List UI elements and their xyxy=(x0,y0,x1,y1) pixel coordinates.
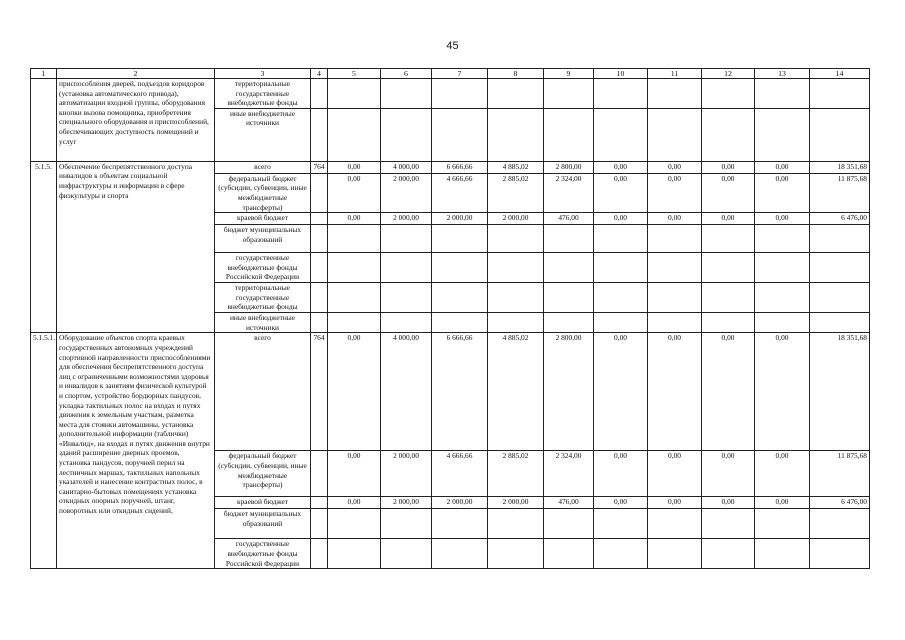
year-value xyxy=(432,283,488,313)
year-value xyxy=(544,539,594,569)
year-value: 0,00 xyxy=(755,161,810,173)
year-value: 0,00 xyxy=(702,497,755,509)
total-value: 18 351,68 xyxy=(810,333,870,451)
funding-source: всего xyxy=(215,161,311,173)
year-value xyxy=(648,108,702,161)
year-value: 2 000,00 xyxy=(432,497,488,509)
year-value xyxy=(544,79,594,109)
admin-code: 764 xyxy=(311,333,328,451)
year-value xyxy=(381,539,432,569)
year-value xyxy=(432,313,488,333)
year-value xyxy=(648,509,702,539)
year-value: 2 000,00 xyxy=(381,497,432,509)
item-description: приспособления дверей, подъездов коридоров (установка автоматического привода), автоматизации входной группы, оборудования кнопки вызова помощника, приобретения специального оборудования и приспособлений, обеспечивающих доступность помещений и услуг xyxy=(57,79,215,162)
year-value: 0,00 xyxy=(648,333,702,451)
admin-code xyxy=(311,313,328,333)
year-value xyxy=(702,108,755,161)
financing-table xyxy=(30,68,870,569)
column-number-1: 1 xyxy=(31,69,57,79)
year-value: 2 000,00 xyxy=(381,451,432,497)
year-value xyxy=(702,79,755,109)
year-value xyxy=(432,539,488,569)
year-value xyxy=(381,108,432,161)
year-value xyxy=(432,79,488,109)
year-value xyxy=(544,509,594,539)
funding-source: иные внебюджетные источники xyxy=(215,108,311,161)
column-number-13: 13 xyxy=(755,69,810,79)
year-value: 6 666,66 xyxy=(432,161,488,173)
year-value: 0,00 xyxy=(702,161,755,173)
funding-source: государственные внебюджетные фонды Российской Федерации xyxy=(215,253,311,283)
total-value xyxy=(810,509,870,539)
year-value: 0,00 xyxy=(328,333,381,451)
year-value: 2 324,00 xyxy=(544,173,594,212)
column-number-2: 2 xyxy=(57,69,215,79)
year-value xyxy=(488,283,544,313)
year-value: 0,00 xyxy=(328,161,381,173)
year-value xyxy=(702,283,755,313)
total-value xyxy=(810,108,870,161)
item-code xyxy=(31,79,57,162)
total-value xyxy=(810,539,870,569)
year-value xyxy=(488,79,544,109)
year-value xyxy=(432,253,488,283)
year-value: 0,00 xyxy=(702,213,755,225)
year-value xyxy=(488,108,544,161)
year-value xyxy=(488,253,544,283)
year-value xyxy=(755,283,810,313)
total-value xyxy=(810,79,870,109)
year-value: 6 666,66 xyxy=(432,333,488,451)
funding-source: бюджет муниципальных образований xyxy=(215,225,311,253)
year-value: 0,00 xyxy=(328,173,381,212)
year-value: 0,00 xyxy=(594,451,648,497)
total-value: 6 476,00 xyxy=(810,497,870,509)
year-value xyxy=(702,313,755,333)
year-value xyxy=(544,108,594,161)
year-value: 2 000,00 xyxy=(381,173,432,212)
year-value xyxy=(544,313,594,333)
year-value xyxy=(594,253,648,283)
funding-source: иные внебюджетные источники xyxy=(215,313,311,333)
total-value xyxy=(810,313,870,333)
year-value: 0,00 xyxy=(594,213,648,225)
funding-source: краевой бюджет xyxy=(215,213,311,225)
year-value: 0,00 xyxy=(648,213,702,225)
total-value xyxy=(810,283,870,313)
header-row xyxy=(31,69,870,79)
funding-source: бюджет муниципальных образований xyxy=(215,509,311,539)
column-number-9: 9 xyxy=(544,69,594,79)
year-value: 2 000,00 xyxy=(381,213,432,225)
item-code: 5.1.5.1. xyxy=(31,333,57,569)
year-value: 476,00 xyxy=(544,497,594,509)
item-description: Оборудование объектов спорта краевых государственных автономных учреждений спортивной направленности приспособлениями для обеспечения беспрепятственного доступа лиц с ограниченными возможностями здоровья и инвалидов к занятиям физической культурой и спортом, устройство бордюрных пандусов, укладка тактильных полос на входах и путях движения к земельным участкам, разметка места для стоянки автомашины, установка дополнительной информации (таблички) «Инвалид», на входах и путях движения внутри зданий расширение дверных проемов, установка пандусов, поручней перил на лестничных маршах, тактильных напольных указателей и нанесение контрастных полос, в санитарно-бытовых помещениях установка откидных опорных поручней, штанг, поворотных или откидных сидений, xyxy=(57,333,215,569)
column-number-10: 10 xyxy=(594,69,648,79)
funding-source: территориальные государственные внебюджетные фонды xyxy=(215,283,311,313)
year-value xyxy=(381,283,432,313)
year-value xyxy=(594,108,648,161)
admin-code xyxy=(311,108,328,161)
item-description: Обеспечение беспрепятственного доступа инвалидов к объектам социальной инфраструктуры и информации в сфере физкультуры и спорта xyxy=(57,161,215,333)
year-value xyxy=(544,283,594,313)
year-value xyxy=(381,79,432,109)
total-value xyxy=(810,225,870,253)
year-value xyxy=(755,225,810,253)
year-value: 0,00 xyxy=(328,213,381,225)
year-value: 0,00 xyxy=(594,333,648,451)
year-value xyxy=(648,253,702,283)
column-number-12: 12 xyxy=(702,69,755,79)
year-value: 0,00 xyxy=(648,161,702,173)
total-value: 11 875,68 xyxy=(810,451,870,497)
column-number-8: 8 xyxy=(488,69,544,79)
year-value xyxy=(432,509,488,539)
year-value: 2 000,00 xyxy=(488,213,544,225)
column-number-7: 7 xyxy=(432,69,488,79)
year-value xyxy=(328,79,381,109)
year-value: 0,00 xyxy=(648,173,702,212)
funding-source: федеральный бюджет (субсидии, субвенции, иные межбюджетные трансферты) xyxy=(215,173,311,212)
year-value xyxy=(594,509,648,539)
year-value xyxy=(328,253,381,283)
year-value: 0,00 xyxy=(702,451,755,497)
year-value xyxy=(594,539,648,569)
admin-code xyxy=(311,451,328,497)
admin-code xyxy=(311,497,328,509)
year-value: 476,00 xyxy=(544,213,594,225)
year-value xyxy=(328,313,381,333)
year-value: 0,00 xyxy=(755,213,810,225)
total-value: 18 351,68 xyxy=(810,161,870,173)
table-row xyxy=(31,161,870,173)
year-value xyxy=(381,313,432,333)
year-value xyxy=(328,108,381,161)
column-number-5: 5 xyxy=(328,69,381,79)
year-value: 2 885,02 xyxy=(488,173,544,212)
year-value xyxy=(702,509,755,539)
year-value: 2 000,00 xyxy=(488,497,544,509)
admin-code xyxy=(311,213,328,225)
year-value xyxy=(594,225,648,253)
year-value xyxy=(328,539,381,569)
year-value xyxy=(702,225,755,253)
funding-source: территориальные государственные внебюджетные фонды xyxy=(215,79,311,109)
total-value xyxy=(810,253,870,283)
year-value xyxy=(594,79,648,109)
year-value xyxy=(328,509,381,539)
funding-source: краевой бюджет xyxy=(215,497,311,509)
admin-code xyxy=(311,509,328,539)
column-number-11: 11 xyxy=(648,69,702,79)
year-value: 0,00 xyxy=(755,451,810,497)
year-value xyxy=(755,108,810,161)
admin-code xyxy=(311,539,328,569)
total-value: 6 476,00 xyxy=(810,213,870,225)
column-number-6: 6 xyxy=(381,69,432,79)
year-value: 4 666,66 xyxy=(432,173,488,212)
year-value: 4 885,02 xyxy=(488,333,544,451)
year-value xyxy=(702,539,755,569)
column-number-3: 3 xyxy=(215,69,311,79)
year-value xyxy=(648,79,702,109)
table-row xyxy=(31,79,870,109)
year-value: 0,00 xyxy=(594,173,648,212)
funding-source: федеральный бюджет (субсидии, субвенции, иные межбюджетные трансферты) xyxy=(215,451,311,497)
year-value xyxy=(648,313,702,333)
year-value xyxy=(488,313,544,333)
column-number-4: 4 xyxy=(311,69,328,79)
admin-code xyxy=(311,225,328,253)
admin-code xyxy=(311,283,328,313)
total-value: 11 875,68 xyxy=(810,173,870,212)
year-value xyxy=(648,225,702,253)
year-value xyxy=(755,313,810,333)
year-value: 0,00 xyxy=(702,333,755,451)
year-value: 4 885,02 xyxy=(488,161,544,173)
year-value xyxy=(488,509,544,539)
admin-code xyxy=(311,253,328,283)
admin-code xyxy=(311,79,328,109)
admin-code xyxy=(311,173,328,212)
year-value xyxy=(488,225,544,253)
year-value xyxy=(544,225,594,253)
year-value xyxy=(755,253,810,283)
year-value xyxy=(432,225,488,253)
year-value: 0,00 xyxy=(594,161,648,173)
year-value xyxy=(328,283,381,313)
column-number-14: 14 xyxy=(810,69,870,79)
year-value xyxy=(648,539,702,569)
year-value: 2 800,00 xyxy=(544,161,594,173)
year-value: 0,00 xyxy=(648,497,702,509)
year-value xyxy=(381,253,432,283)
year-value xyxy=(544,253,594,283)
year-value: 2 000,00 xyxy=(432,213,488,225)
year-value: 0,00 xyxy=(328,451,381,497)
year-value xyxy=(594,283,648,313)
year-value: 0,00 xyxy=(755,333,810,451)
funding-source: государственные внебюджетные фонды Российской Федерации xyxy=(215,539,311,569)
year-value xyxy=(381,509,432,539)
table-row xyxy=(31,333,870,451)
year-value: 0,00 xyxy=(755,497,810,509)
year-value xyxy=(328,225,381,253)
year-value: 4 000,00 xyxy=(381,161,432,173)
year-value xyxy=(381,225,432,253)
year-value xyxy=(702,253,755,283)
page-number: 45 xyxy=(446,40,459,52)
year-value: 0,00 xyxy=(648,451,702,497)
year-value xyxy=(594,313,648,333)
year-value xyxy=(755,79,810,109)
year-value: 4 000,00 xyxy=(381,333,432,451)
year-value xyxy=(755,539,810,569)
year-value xyxy=(488,539,544,569)
year-value: 4 666,66 xyxy=(432,451,488,497)
year-value xyxy=(648,283,702,313)
admin-code: 764 xyxy=(311,161,328,173)
year-value: 0,00 xyxy=(328,497,381,509)
year-value: 2 324,00 xyxy=(544,451,594,497)
year-value: 0,00 xyxy=(702,173,755,212)
year-value: 2 885,02 xyxy=(488,451,544,497)
year-value: 0,00 xyxy=(755,173,810,212)
funding-source: всего xyxy=(215,333,311,451)
year-value xyxy=(755,509,810,539)
year-value: 2 800,00 xyxy=(544,333,594,451)
item-code: 5.1.5. xyxy=(31,161,57,333)
year-value: 0,00 xyxy=(594,497,648,509)
year-value xyxy=(432,108,488,161)
